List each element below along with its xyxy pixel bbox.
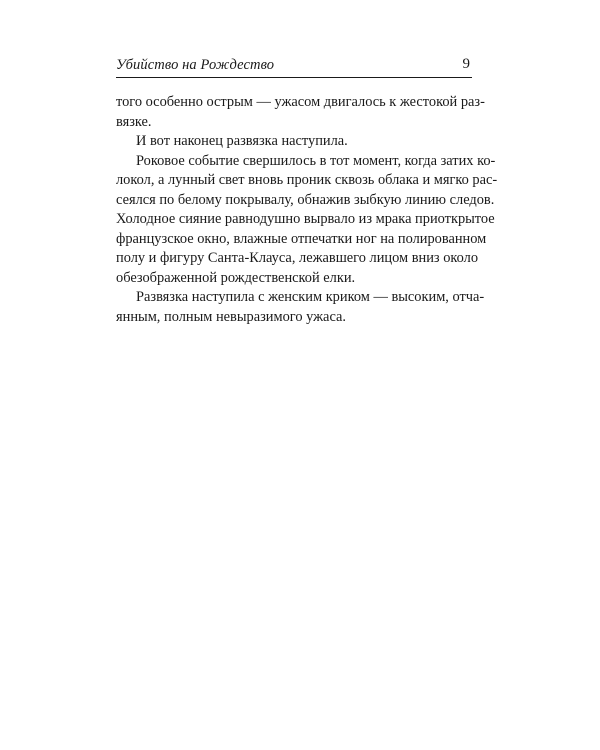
- text-line: обезображенной рождественской елки.: [116, 269, 356, 286]
- text-line: сеялся по белому покрывалу, обнажив зыбкую линию следов.: [116, 191, 495, 208]
- header-rule: [116, 77, 472, 78]
- text-line: И вот наконец развязка наступила.: [136, 133, 348, 149]
- running-title: Убийство на Рождество: [116, 57, 275, 73]
- text-line: Развязка наступила с женским криком — высоким, отча-: [136, 289, 485, 305]
- text-line: того особенно острым — ужасом двигалось к жестокой раз-: [116, 94, 485, 110]
- text-line: локол, а лунный свет вновь проник сквозь облака и мягко рас-: [116, 172, 498, 188]
- text-line: полу и фигуру Санта-Клауса, лежавшего лицом вниз около: [116, 250, 479, 266]
- body-text: [116, 93, 498, 327]
- text-line: янным, полным невыразимого ужаса.: [116, 308, 346, 325]
- page-number: 9: [462, 56, 470, 72]
- running-header: [116, 57, 472, 77]
- text-line: вязке.: [116, 113, 152, 130]
- text-line: Роковое событие свершилось в тот момент, когда затих ко-: [136, 152, 496, 169]
- text-line: французское окно, влажные отпечатки ног на полированном: [116, 230, 487, 247]
- text-line: Холодное сияние равнодушно вырвало из мрака приоткрытое: [116, 211, 495, 227]
